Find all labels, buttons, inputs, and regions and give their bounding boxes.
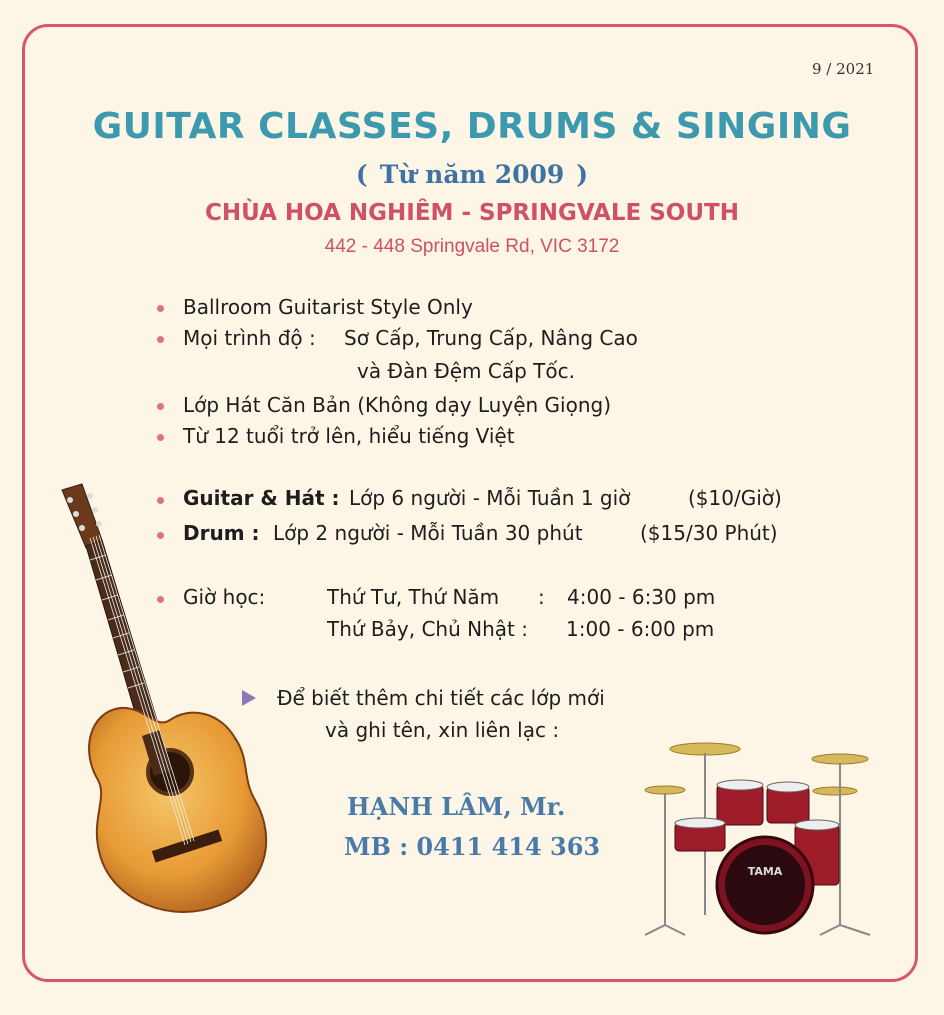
schedule-label: Giờ học: xyxy=(183,585,266,609)
schedule-colon-1: : xyxy=(538,585,545,609)
contact-phone: MB : 0411 414 363 xyxy=(344,832,601,861)
bullet-icon xyxy=(157,403,164,410)
drum-kit-image xyxy=(635,735,885,945)
since-year xyxy=(0,160,944,189)
pagoda-address: 442 - 448 Springvale Rd, VIC 3172 xyxy=(324,236,620,257)
feature-singing: Lớp Hát Căn Bản (Không dạy Luyện Giọng) xyxy=(183,393,611,417)
drum-brand-label: TAMA xyxy=(747,865,783,878)
schedule-days-2: Thứ Bảy, Chủ Nhật : xyxy=(327,617,528,641)
guitar-image xyxy=(50,480,280,930)
guitar-class-desc: Lớp 6 người - Mỗi Tuần 1 giờ xyxy=(349,486,631,510)
bullet-icon xyxy=(157,305,164,312)
since-text: Từ năm 2009 xyxy=(379,160,565,189)
info-line-2: và ghi tên, xin liên lạc : xyxy=(325,718,560,742)
bullet-icon xyxy=(157,336,164,343)
drum-class-desc: Lớp 2 người - Mỗi Tuần 30 phút xyxy=(273,521,583,545)
feature-levels-label: Mọi trình độ : xyxy=(183,326,316,350)
schedule-days-1: Thứ Tư, Thứ Năm xyxy=(327,585,500,609)
drum-class-label: Drum : xyxy=(183,521,260,545)
feature-style: Ballroom Guitarist Style Only xyxy=(183,295,473,319)
contact-name: HẠNH LÂM, Mr. xyxy=(347,792,566,821)
pagoda-name: CHÙA HOA NGHIÊM - SPRINGVALE SOUTH xyxy=(205,200,739,226)
since-open-paren: ( xyxy=(355,160,368,189)
schedule-time-1: 4:00 - 6:30 pm xyxy=(567,585,716,609)
guitar-class-label: Guitar & Hát : xyxy=(183,486,340,510)
issue-date: 9 / 2021 xyxy=(812,60,875,78)
since-close-paren: ) xyxy=(576,160,589,189)
page-title: GUITAR CLASSES, DRUMS & SINGING xyxy=(92,106,852,147)
feature-levels-value: Sơ Cấp, Trung Cấp, Nâng Cao xyxy=(344,326,638,350)
guitar-class-price: ($10/Giờ) xyxy=(688,486,782,510)
schedule-time-2: 1:00 - 6:00 pm xyxy=(566,617,715,641)
info-line-1: Để biết thêm chi tiết các lớp mới xyxy=(277,686,605,710)
drum-class-price: ($15/30 Phút) xyxy=(640,521,778,545)
feature-levels-value-2: và Đàn Đệm Cấp Tốc. xyxy=(357,359,575,383)
bullet-icon xyxy=(157,434,164,441)
feature-age: Từ 12 tuổi trở lên, hiểu tiếng Việt xyxy=(183,424,515,448)
